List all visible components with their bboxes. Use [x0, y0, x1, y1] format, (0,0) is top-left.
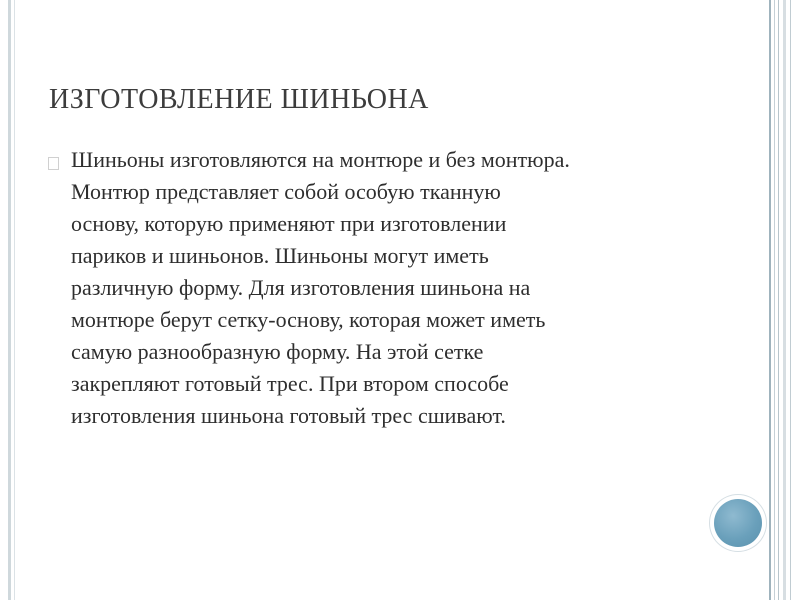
slide-body-text: [71, 144, 691, 432]
decorative-circle-icon: [714, 499, 762, 547]
right-frame-line: [769, 0, 771, 600]
right-frame-line: [783, 0, 786, 600]
body-line: самую разнообразную форму. На этой сетке: [71, 339, 484, 364]
square-bullet-icon: [48, 157, 59, 170]
body-line: изготовления шиньона готовый трес сшивают.: [71, 403, 506, 428]
right-frame-line: [778, 0, 779, 600]
body-line: Монтюр представляет собой особую тканную: [71, 179, 501, 204]
body-line: различную форму. Для изготовления шиньона на: [71, 275, 531, 300]
body-line: закрепляют готовый трес. При втором способе: [71, 371, 509, 396]
left-frame-line: [8, 0, 11, 600]
body-line: париков и шиньонов. Шиньоны могут иметь: [71, 243, 489, 268]
body-line: монтюре берут сетку-основу, которая может иметь: [71, 307, 546, 332]
body-line: Шиньоны изготовляются на монтюре и без монтюра.: [71, 147, 570, 172]
body-line: основу, которую применяют при изготовлении: [71, 211, 507, 236]
right-frame-line: [790, 0, 791, 600]
right-frame-line: [774, 0, 775, 600]
slide-title: ИЗГОТОВЛЕНИЕ ШИНЬОНА: [49, 84, 429, 115]
left-frame-line-inner: [14, 0, 15, 600]
